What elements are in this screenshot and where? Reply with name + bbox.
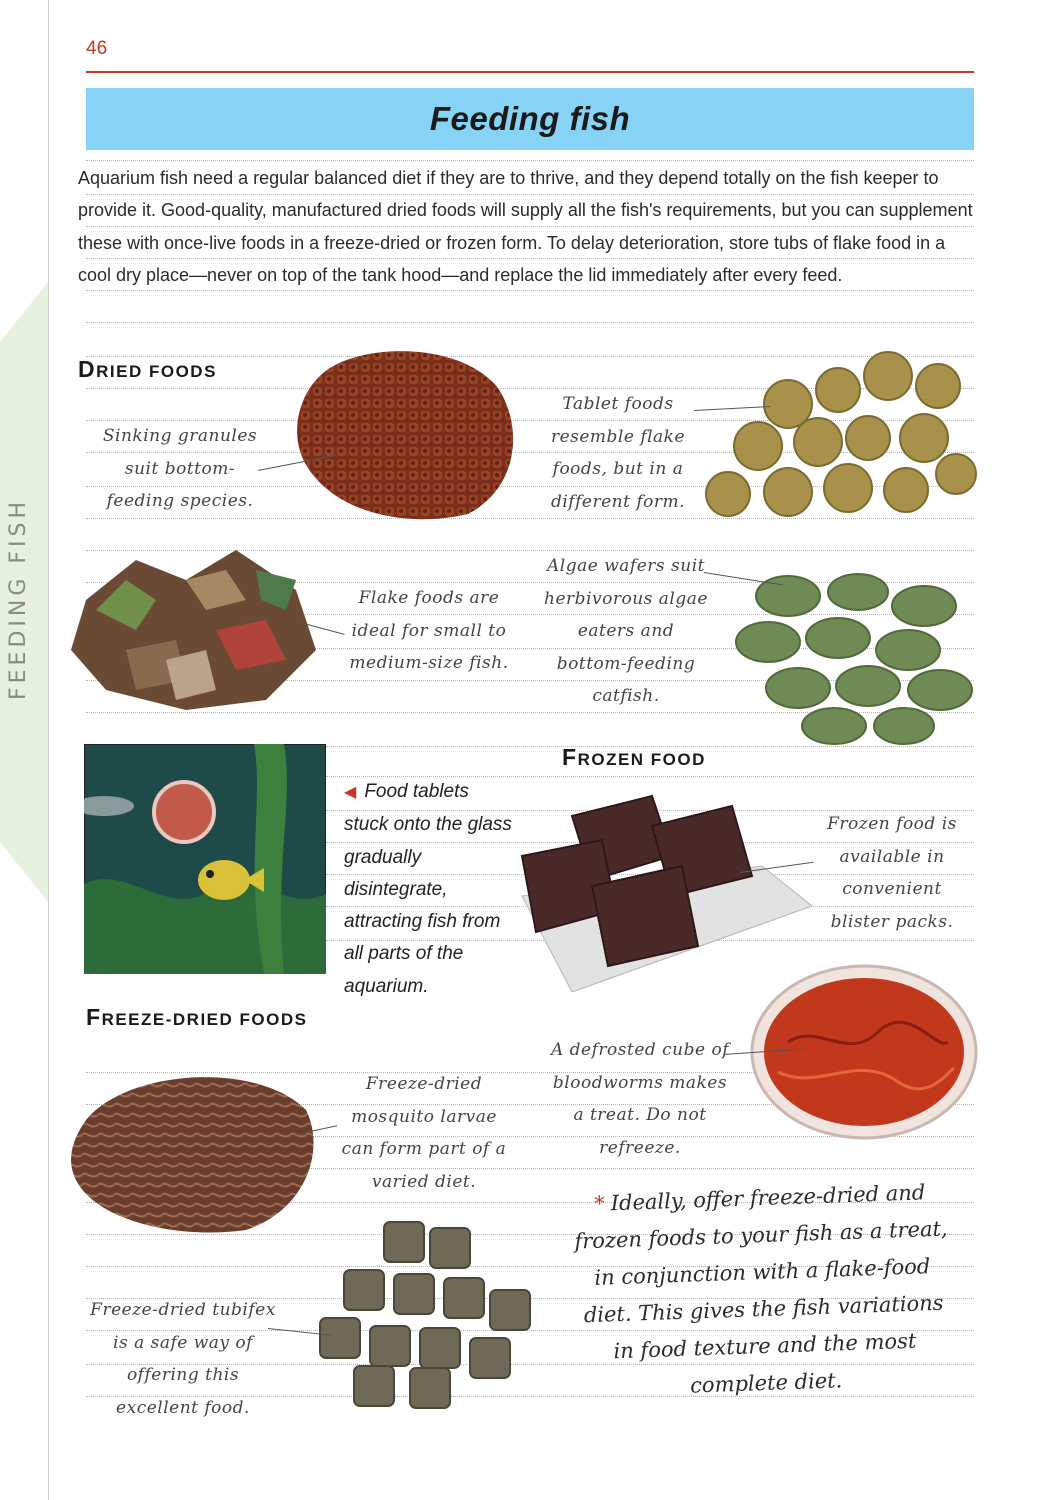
caption-algae-wafers: Algae wafers suit herbivorous algae eaters and bottom-feeding catfish.: [544, 556, 708, 706]
caption-mosquito-larvae: Freeze-dried mosquito larvae can form part of a varied diet.: [341, 1074, 507, 1192]
ruled-line: [86, 160, 974, 161]
tablet-foods-image: [698, 346, 980, 526]
tubifex-cubes-image: [314, 1218, 538, 1410]
aquarium-photo: [84, 744, 326, 974]
heading-freeze-dried-foods: FREEZE-DRIED FOODS: [86, 1004, 308, 1030]
bloodworms-dish-image: [748, 962, 980, 1142]
caption-food-tablets-text: Food tablets stuck onto the glass gradually disintegrate, attracting fish from all parts of the aquarium.: [344, 781, 512, 997]
caption-food-tablets: [344, 776, 514, 1003]
caption-bloodworms: A defrosted cube of bloodworms makes a treat. Do not refreeze.: [550, 1040, 730, 1158]
side-tab-label: FEEDING FISH: [6, 497, 31, 700]
tip-text: Ideally, offer freeze-dried and frozen foods to your fish as a treat, in conjunction with a flake-food diet. This gives the fish variations in food texture and the most complete diet.: [574, 1180, 948, 1398]
mosquito-larvae-image: [66, 1060, 326, 1238]
caption-tablet-foods: Tablet foods resemble flake foods, but in a different form.: [550, 394, 686, 512]
header-rule: [86, 71, 974, 73]
algae-wafers-image: [718, 566, 984, 746]
title-bar: [86, 88, 974, 150]
heading-dried-foods: DRIED FOODS: [78, 356, 217, 382]
heading-frozen-food: FROZEN FOOD: [562, 744, 706, 770]
page-title: Feeding fish: [429, 100, 631, 137]
caption-flake-foods: Flake foods are ideal for small to medium-size fish.: [349, 588, 509, 673]
page-number: 46: [86, 38, 108, 59]
ruled-line: [86, 322, 974, 323]
feeding-tip: [572, 1174, 954, 1409]
flake-foods-image: [66, 540, 324, 712]
left-pointer-icon: ◀: [344, 784, 357, 801]
caption-sinking-granules: Sinking granules suit bottom-feeding species.: [102, 426, 258, 511]
caption-frozen-food: Frozen food is available in convenient blister packs.: [827, 814, 957, 932]
sinking-granules-image: [288, 338, 524, 524]
intro-paragraph: Aquarium fish need a regular balanced diet if they are to thrive, and they depend totally on the fish keeper to provide it. Good-quality, manufactured dried foods will supply all the fish's requirements, but you can supplement these with once-live foods in a freeze-dried or frozen form. To delay deterioration, store tubs of flake food in a cool dry place—never on top of the tank hood—and replace the lid immediately after every feed.: [78, 168, 973, 285]
caption-tubifex: Freeze-dried tubifex is a safe way of offering this excellent food.: [90, 1300, 276, 1418]
tip-asterisk: *: [593, 1191, 606, 1216]
